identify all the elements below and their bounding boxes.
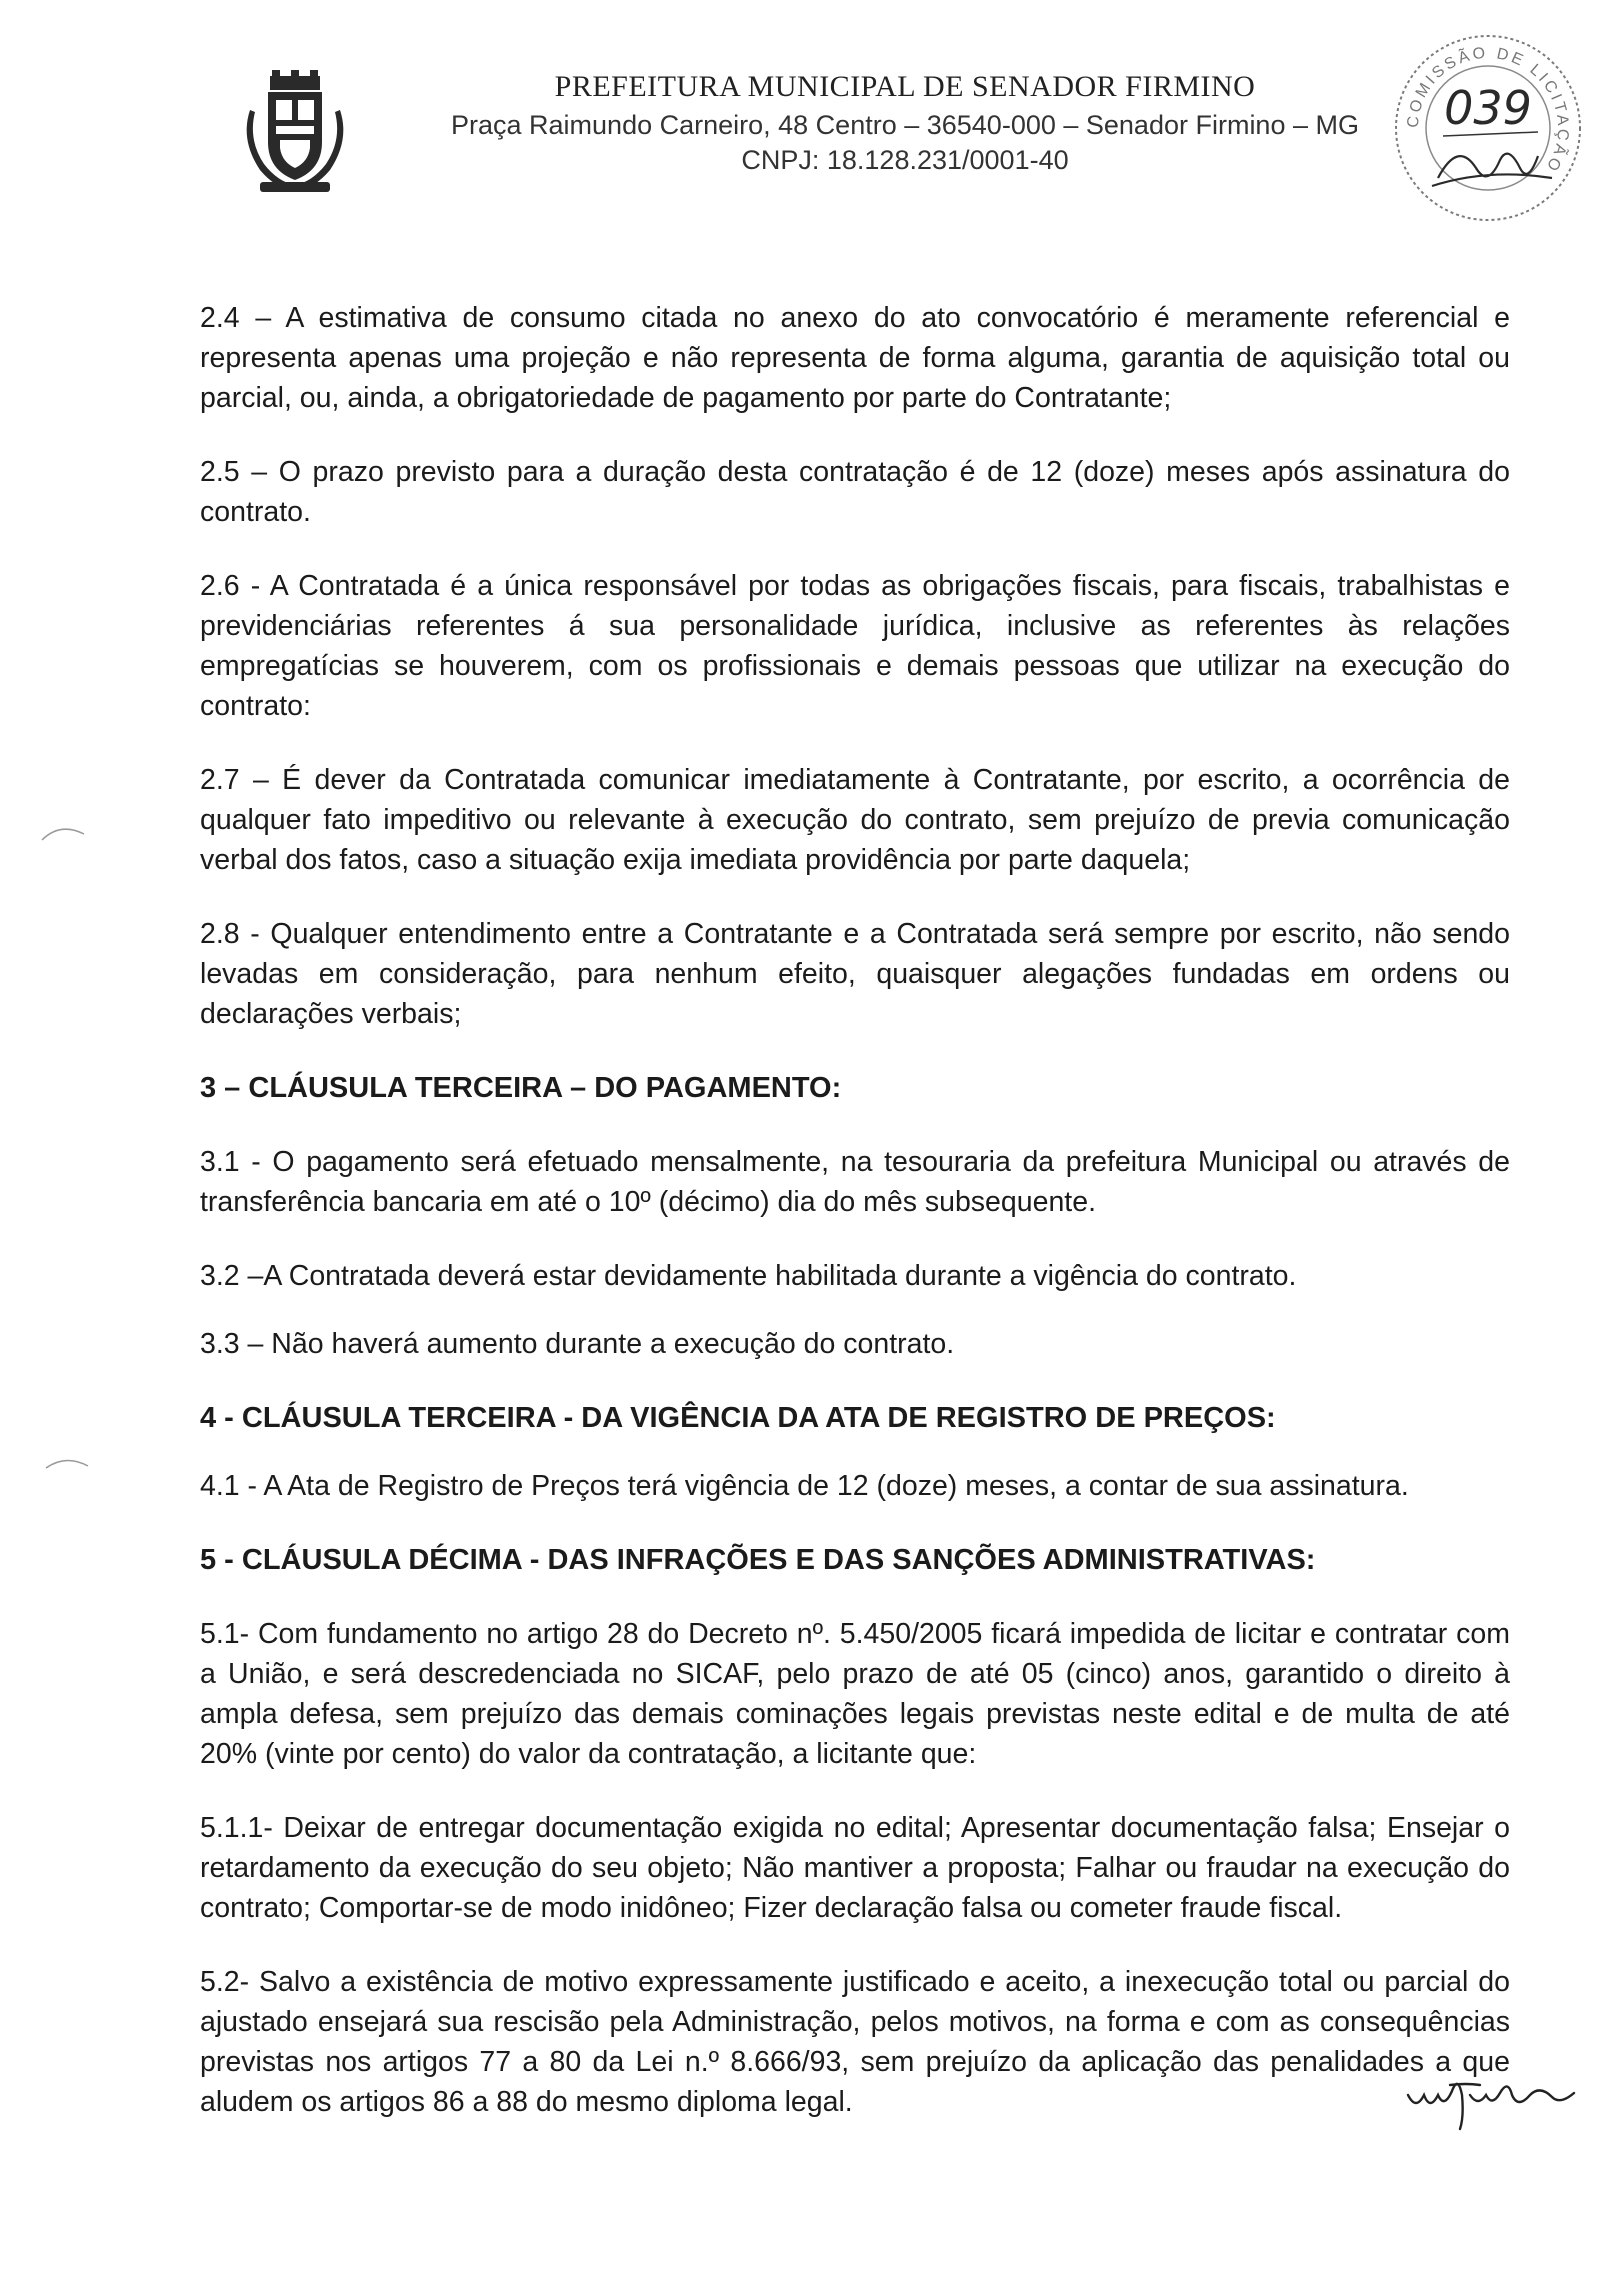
heading-clause-5: 5 - CLÁUSULA DÉCIMA - DAS INFRAÇÕES E DAS SANÇÕES ADMINISTRATIVAS: (200, 1544, 1316, 1576)
clause-2-7: 2.7 – É dever da Contratada comunicar imediatamente à Contratante, por escrito, a ocorrência de qualquer fato impeditivo ou relevante à execução do contrato, sem prejuízo de previa comunicação verbal dos fatos, caso a situação exija imediata providência por parte daquela; (200, 764, 1510, 876)
clause-4-1: 4.1 - A Ata de Registro de Preços terá vigência de 12 (doze) meses, a contar de sua assinatura. (200, 1470, 1409, 1502)
rubric-signature-icon (1400, 2055, 1600, 2135)
municipality-name: PREFEITURA MUNICIPAL DE SENADOR FIRMINO (554, 70, 1256, 103)
clause-3-2: 3.2 –A Contratada deverá estar devidamente habilitada durante a vigência do contrato. (200, 1260, 1297, 1292)
heading-clause-3: 3 – CLÁUSULA TERCEIRA – DO PAGAMENTO: (200, 1072, 842, 1104)
clause-3-1: 3.1 - O pagamento será efetuado mensalmente, na tesouraria da prefeitura Municipal ou através de transferência bancaria em até o 10º (décimo) dia do mês subsequente. (200, 1146, 1510, 1218)
stamp-ring-text: COMISSÃO DE LICITAÇÃO (1404, 44, 1572, 177)
clause-2-6: 2.6 - A Contratada é a única responsável por todas as obrigações fiscais, para fiscais, trabalhistas e previdenciárias referentes á sua personalidade jurídica, inclusive as referentes às relações empregatícias se houverem, com os profissionais e demais pessoas que utilizar na execução do contrato: (200, 570, 1510, 722)
page-number-stamp (1388, 28, 1588, 228)
clause-2-4: 2.4 – A estimativa de consumo citada no anexo do ato convocatório é meramente referencial e representa apenas uma projeção e não representa de forma alguma, garantia de aquisição total ou parcial, ou, ainda, a obrigatoriedade de pagamento por parte do Contratante; (200, 302, 1510, 414)
clause-2-5: 2.5 – O prazo previsto para a duração desta contratação é de 12 (doze) meses após assinatura do contrato. (200, 456, 1510, 528)
letterhead-text (445, 70, 1365, 180)
margin-scan-mark-icon (42, 1448, 92, 1478)
document-body (200, 298, 1510, 2122)
clause-5-1-1: 5.1.1- Deixar de entregar documentação exigida no edital; Apresentar documentação falsa; Ensejar o retardamento da execução do seu objeto; Não mantiver a proposta; Falhar ou fraudar na execução do contrato; Comportar-se de modo inidôneo; Fizer declaração falsa ou cometer fraude fiscal. (200, 1812, 1510, 1924)
municipality-cnpj: CNPJ: 18.128.231/0001-40 (741, 145, 1069, 175)
municipal-crest-icon (240, 70, 350, 200)
letterhead (240, 60, 1390, 210)
heading-clause-4: 4 - CLÁUSULA TERCEIRA - DA VIGÊNCIA DA ATA DE REGISTRO DE PREÇOS: (200, 1402, 1276, 1434)
clause-5-1: 5.1- Com fundamento no artigo 28 do Decreto nº. 5.450/2005 ficará impedida de licitar e contratar com a União, e será descredenciada no SICAF, pelo prazo de até 05 (cinco) anos, garantido o direito à ampla defesa, sem prejuízo das demais cominações legais previstas neste edital e de multa de até 20% (vinte por cento) do valor da contratação, a licitante que: (200, 1618, 1510, 1770)
municipality-address: Praça Raimundo Carneiro, 48 Centro – 36540-000 – Senador Firmino – MG (451, 110, 1359, 140)
margin-scan-mark-icon (38, 818, 88, 848)
clause-3-3: 3.3 – Não haverá aumento durante a execução do contrato. (200, 1328, 955, 1360)
stamp-page-number: 039 (1444, 81, 1532, 135)
clause-5-2: 5.2- Salvo a existência de motivo expressamente justificado e aceito, a inexecução total ou parcial do ajustado ensejará sua rescisão pela Administração, pelos motivos, na forma e com as consequências previstas nos artigos 77 a 80 da Lei n.º 8.666/93, sem prejuízo da aplicação das penalidades a que aludem os artigos 86 a 88 do mesmo diploma legal. (200, 1966, 1510, 2118)
clause-2-8: 2.8 - Qualquer entendimento entre a Contratante e a Contratada será sempre por escrito, não sendo levadas em consideração, para nenhum efeito, quaisquer alegações fundadas em ordens ou declarações verbais; (200, 918, 1510, 1030)
